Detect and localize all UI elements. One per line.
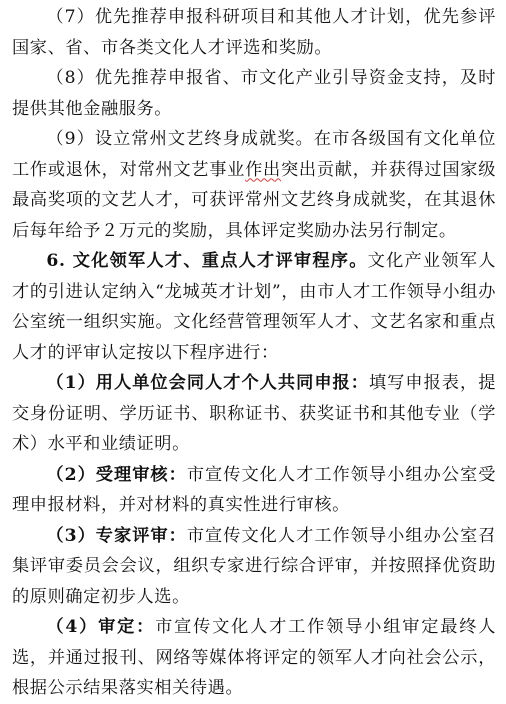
step-4-heading: （4）审定：	[46, 617, 156, 637]
paragraph-item-9	[12, 124, 496, 246]
step-4-body: 市宣传文化人才工作领导小组审定最终人选，并通过报刊、网络等媒体将评定的领军人才向社会公示，根据公示结果落实相关待遇。	[12, 617, 496, 698]
step-3-body: 市宣传文化人才工作领导小组办公室召集评审委员会会议，组织专家进行综合评审，并按照择优资助的原则确定初步人选。	[12, 525, 496, 607]
paragraph-item-8	[12, 63, 496, 124]
paragraph-step-3	[12, 521, 496, 613]
step-2-heading: （2）受理审核：	[46, 464, 187, 485]
paragraph-step-4	[12, 612, 496, 704]
paragraph-section-6	[12, 246, 496, 368]
paragraph-item-7	[12, 2, 496, 63]
section-6-heading: 6. 文化领军人才、重点人才评审程序。	[46, 251, 368, 271]
step-1-heading: （1）用人单位会同人才个人共同申报：	[46, 373, 369, 393]
paragraph-step-1	[12, 368, 496, 460]
item-7-text: （7）优先推荐申报科研项目和其他人才计划，优先参评国家、省、市各类文化人才评选和奖励。	[12, 7, 496, 58]
item-9-text-part1: （9）设立常州文艺终身成就奖。在市各级国有文化单位工作或退休，对常州文艺事业	[12, 129, 496, 180]
section-6-body: 文化产业领军人才的引进认定纳入“龙城英才计划”，由市人才工作领导小组办公室统一组织实施。文化经营管理领军人才、文艺名家和重点人才的评审认定按以下程序进行：	[12, 251, 497, 363]
step-2-body: 市宣传文化人才工作领导小组办公室受理申报材料，并对材料的真实性进行审核。	[12, 464, 496, 515]
spellcheck-flagged-word[interactable]: 作出	[245, 159, 281, 180]
step-1-body: 填写申报表，提交身份证明、学历证书、职称证书、获奖证书和其他专业（学术）水平和业绩证明。	[12, 373, 497, 454]
item-9-text-part2: 突出贡献，并获得过国家级最高奖项的文艺人才，可获评常州文艺终身成就奖，在其退休后每年给予２万元的奖励，具体评定奖励办法另行制定。	[12, 159, 497, 241]
item-8-text: （8）优先推荐申报省、市文化产业引导资金支持，及时提供其他金融服务。	[12, 68, 496, 119]
paragraph-step-2	[12, 460, 496, 521]
step-3-heading: （3）专家评审：	[46, 525, 187, 546]
